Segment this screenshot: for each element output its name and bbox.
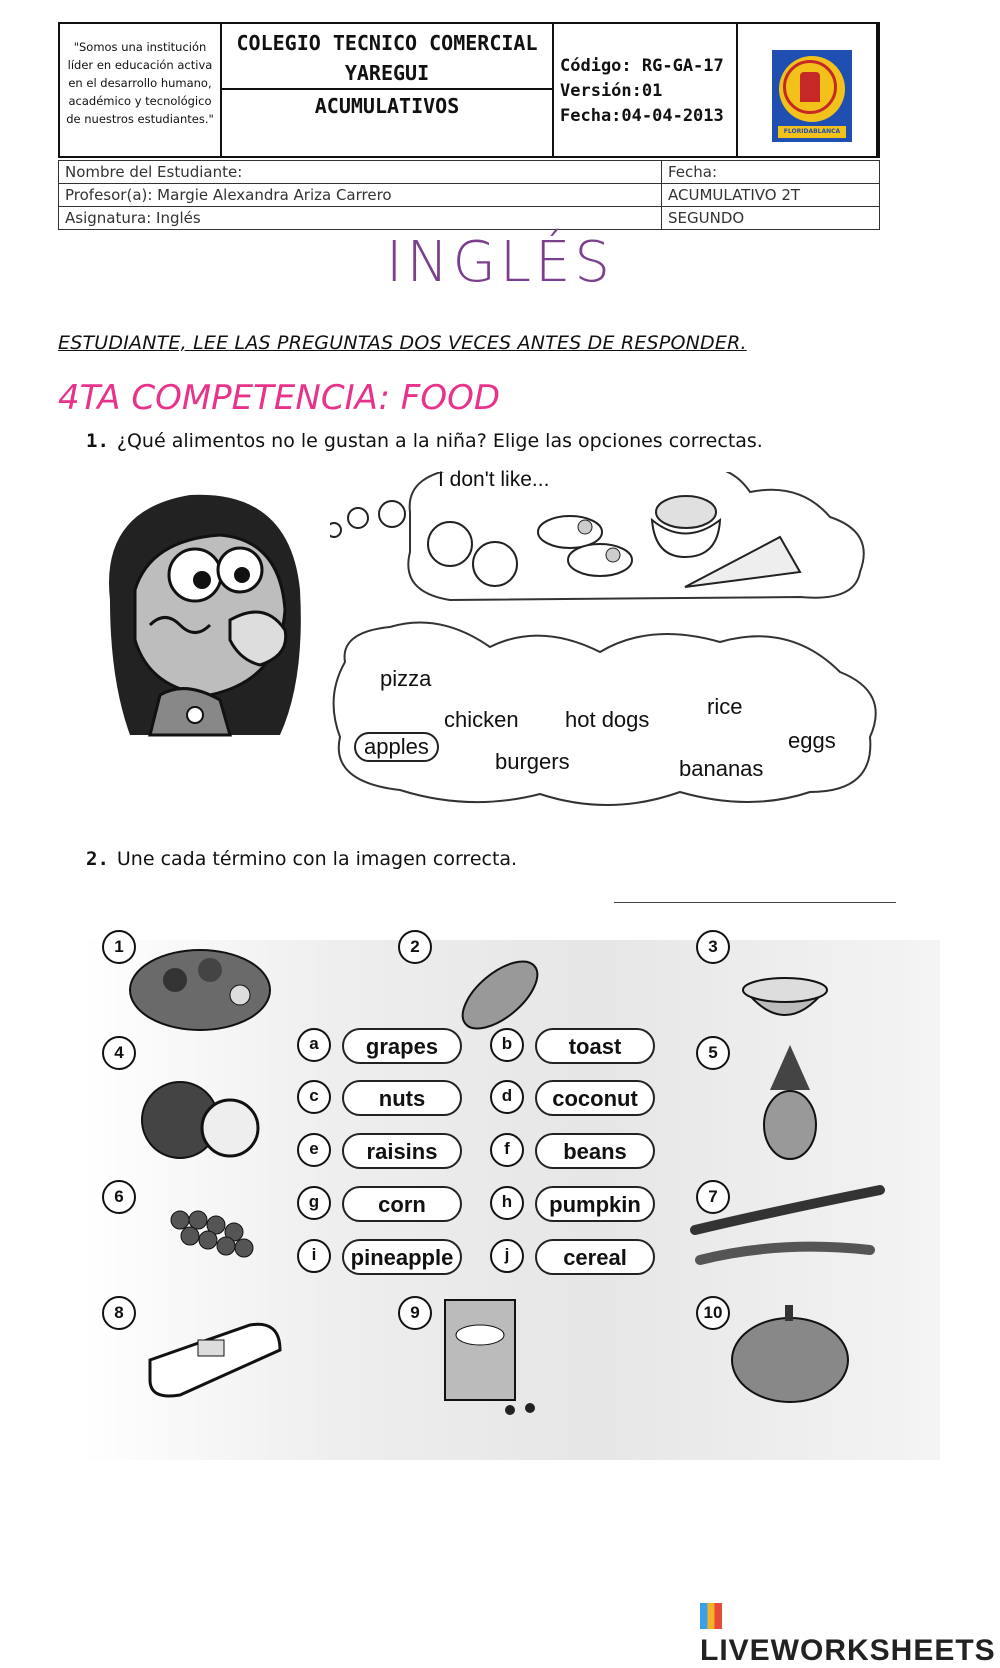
term-letter-j: j: [490, 1239, 524, 1273]
picture-number-10: 10: [696, 1296, 730, 1330]
date-field[interactable]: Fecha:: [662, 161, 880, 184]
school-block: [222, 24, 554, 156]
logo-text: FLORIDABLANCA: [778, 126, 846, 138]
doc-code: Código: RG-GA-17: [560, 56, 724, 76]
cereal-bowl-picture: [743, 978, 827, 1015]
question-1-number: 1.: [86, 430, 109, 452]
pumpkin-picture: [732, 1305, 848, 1402]
term-letter-h: h: [490, 1186, 524, 1220]
school-name: COLEGIO TECNICO COMERCIAL YAREGUI: [236, 31, 538, 85]
logo-cell: [738, 24, 878, 156]
option-eggs[interactable]: eggs: [788, 728, 836, 753]
instruction: ESTUDIANTE, LEE LAS PREGUNTAS DOS VECES ANTES DE RESPONDER.: [58, 332, 747, 354]
teacher-name: Profesor(a): Margie Alexandra Ariza Carrero: [59, 184, 662, 207]
term-letter-b: b: [490, 1028, 524, 1062]
term-coconut[interactable]: coconut: [535, 1080, 655, 1116]
grade-label: SEGUNDO: [662, 207, 880, 230]
term-grapes[interactable]: grapes: [342, 1028, 462, 1064]
term-nuts[interactable]: nuts: [342, 1080, 462, 1116]
option-pizza[interactable]: pizza: [380, 666, 432, 691]
student-name-field[interactable]: Nombre del Estudiante:: [59, 161, 662, 184]
question-2-text: Une cada término con la imagen correcta.: [116, 848, 518, 870]
term-cereal[interactable]: cereal: [535, 1239, 655, 1275]
picture-number-5: 5: [696, 1036, 730, 1070]
question-2-number: 2.: [86, 848, 109, 870]
picture-number-1: 1: [102, 930, 136, 964]
term-corn[interactable]: corn: [342, 1186, 462, 1222]
option-apples[interactable]: apples: [354, 732, 439, 762]
school-logo: [772, 50, 852, 142]
matching-panel: [80, 937, 940, 1460]
picture-number-6: 6: [102, 1180, 136, 1214]
liveworksheets-logo-icon: [700, 1603, 722, 1629]
student-info-table: [58, 160, 880, 230]
raisins-box-picture: [445, 1300, 535, 1415]
toast-picture: [150, 1324, 280, 1396]
option-chicken[interactable]: chicken: [444, 707, 519, 732]
picture-number-8: 8: [102, 1296, 136, 1330]
option-rice[interactable]: rice: [707, 694, 743, 719]
picture-number-4: 4: [102, 1036, 136, 1070]
grapes-picture: [171, 1211, 253, 1257]
term-pineapple[interactable]: pineapple: [342, 1239, 462, 1275]
thought-text: I don't like...: [438, 468, 550, 491]
question-2: [86, 848, 517, 870]
term-letter-c: c: [297, 1080, 331, 1114]
term-label: ACUMULATIVO 2T: [662, 184, 880, 207]
doc-version: Versión:01: [560, 81, 663, 101]
term-beans[interactable]: beans: [535, 1133, 655, 1169]
doc-meta: [554, 24, 738, 156]
term-letter-d: d: [490, 1080, 524, 1114]
picture-number-3: 3: [696, 930, 730, 964]
doc-type: ACUMULATIVOS: [314, 94, 460, 118]
pineapple-picture: [764, 1045, 816, 1159]
picture-number-9: 9: [398, 1296, 432, 1330]
term-toast[interactable]: toast: [535, 1028, 655, 1064]
term-letter-e: e: [297, 1133, 331, 1167]
picture-number-2: 2: [398, 930, 432, 964]
doc-date: Fecha:04-04-2013: [560, 106, 724, 126]
header-box: [58, 22, 880, 158]
term-letter-g: g: [297, 1186, 331, 1220]
competence-heading: 4TA COMPETENCIA: FOOD: [58, 378, 501, 418]
coconut-picture: [142, 1082, 258, 1158]
option-bananas[interactable]: bananas: [679, 756, 764, 781]
subject-label: Asignatura: Inglés: [59, 207, 662, 230]
term-pumpkin[interactable]: pumpkin: [535, 1186, 655, 1222]
nuts-picture: [130, 950, 270, 1030]
term-letter-f: f: [490, 1133, 524, 1167]
term-raisins[interactable]: raisins: [342, 1133, 462, 1169]
divider: [614, 902, 896, 903]
corn-picture: [451, 949, 548, 1041]
motto: "Somos una institución líder en educación activa en el desarrollo humano, académico y tecnológico de nuestros estudiantes.": [60, 24, 222, 156]
question-1-text: ¿Qué alimentos no le gustan a la niña? Elige las opciones correctas.: [116, 430, 763, 452]
term-letter-i: i: [297, 1239, 331, 1273]
term-letter-a: a: [297, 1028, 331, 1062]
footer-text: LIVEWORKSHEETS: [700, 1634, 996, 1667]
option-burgers[interactable]: burgers: [495, 749, 570, 774]
picture-number-7: 7: [696, 1180, 730, 1214]
question-1: [86, 430, 763, 452]
option-hot-dogs[interactable]: hot dogs: [565, 707, 650, 732]
girl-illustration: [90, 480, 310, 740]
footer-brand: [700, 1600, 1000, 1668]
page-title: INGLÉS: [386, 230, 614, 295]
